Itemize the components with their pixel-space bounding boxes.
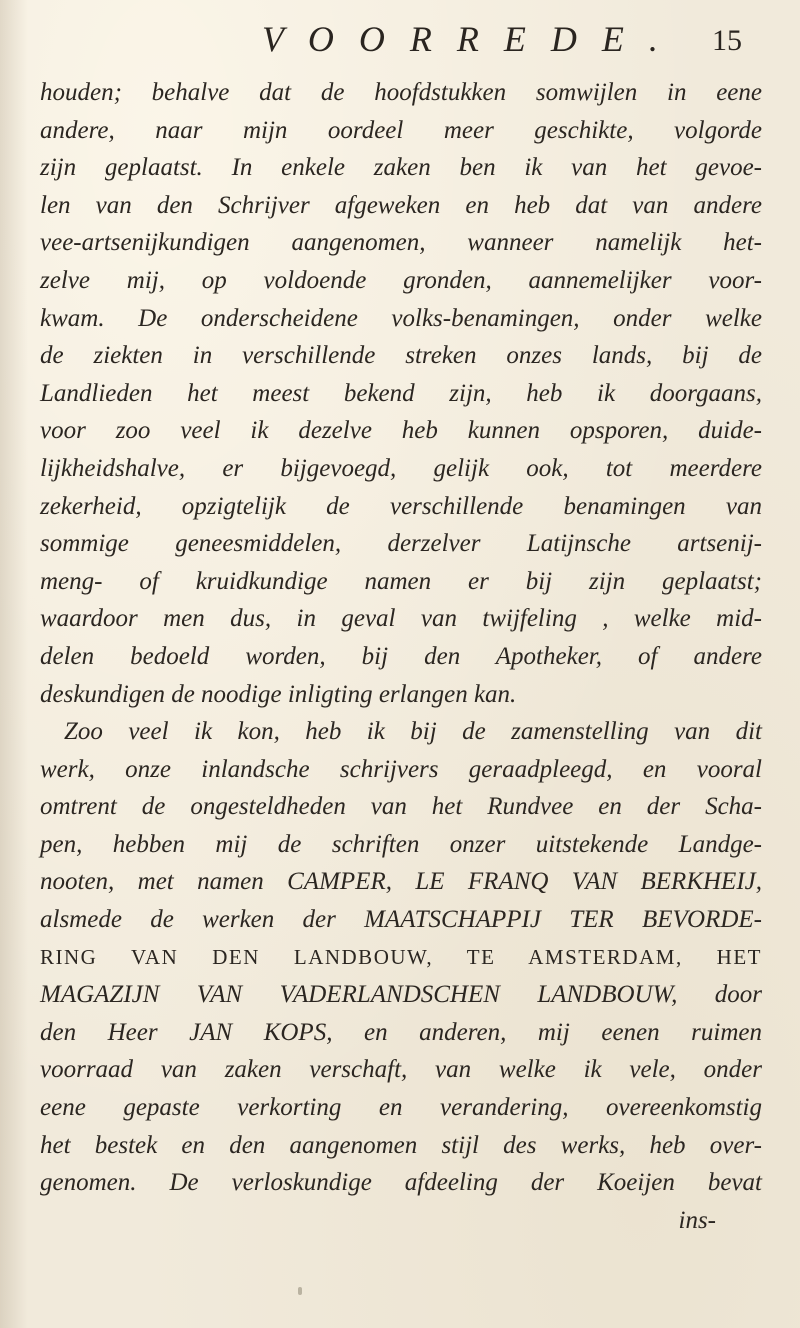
text-line: zijn geplaatst. In enkele zaken ben ik van het gevoe- bbox=[40, 154, 762, 182]
text-line: waardoor men dus, in geval van twijfeling , welke mid- bbox=[40, 605, 762, 633]
text-line: nooten, met namen CAMPER, LE FRANQ VAN BERKHEIJ, bbox=[40, 868, 762, 896]
text-line: sommige geneesmiddelen, derzelver Latijnsche artsenij- bbox=[40, 530, 762, 558]
text-line: zekerheid, opzigtelijk de verschillende benamingen van bbox=[40, 492, 762, 520]
text-line: vee-artsenijkundigen aangenomen, wanneer namelijk het- bbox=[40, 229, 762, 257]
text-line: MAGAZIJN VAN VADERLANDSCHEN LANDBOUW, door bbox=[40, 981, 762, 1009]
page-number: 15 bbox=[712, 24, 742, 57]
text-line: omtrent de ongesteldheden van het Rundvee en der Scha- bbox=[40, 793, 762, 821]
body-text bbox=[40, 74, 762, 1239]
text-line-paragraph-start: Zoo veel ik kon, heb ik bij de zamenstelling van dit bbox=[64, 718, 762, 746]
text-line: Landlieden het meest bekend zijn, heb ik doorgaans, bbox=[40, 379, 762, 407]
text-line-small-caps: RING VAN DEN LANDBOUW, TE AMSTERDAM, HET bbox=[40, 944, 762, 969]
text-line: voorraad van zaken verschaft, van welke ik vele, onder bbox=[40, 1056, 762, 1084]
text-line: kwam. De onderscheidene volks-benamingen, onder welke bbox=[40, 304, 762, 332]
text-line: len van den Schrijver afgeweken en heb dat van andere bbox=[40, 191, 762, 219]
text-line-paragraph-end: deskundigen de noodige inligting erlangen kan. bbox=[40, 680, 517, 708]
page-header bbox=[0, 18, 800, 68]
binding-gutter-shadow bbox=[0, 0, 28, 1328]
text-line: het bestek en den aangenomen stijl des werks, heb over- bbox=[40, 1131, 762, 1159]
text-line: alsmede de werken der MAATSCHAPPIJ TER BEVORDE- bbox=[40, 906, 762, 934]
paper-speck bbox=[298, 1287, 302, 1295]
text-line: lijkheidshalve, er bijgevoegd, gelijk ook, tot meerdere bbox=[40, 454, 762, 482]
text-line: pen, hebben mij de schriften onzer uitstekende Landge- bbox=[40, 830, 762, 858]
running-head: VOORREDE. bbox=[262, 19, 683, 59]
text-line: meng- of kruidkundige namen er bij zijn geplaatst; bbox=[40, 567, 762, 595]
catchword: ins- bbox=[678, 1206, 716, 1234]
text-line: eene gepaste verkorting en verandering, overeenkomstig bbox=[40, 1094, 762, 1122]
text-line: houden; behalve dat de hoofdstukken somwijlen in eene bbox=[40, 79, 762, 106]
text-line: andere, naar mijn oordeel meer geschikte, volgorde bbox=[40, 116, 762, 144]
text-line: werk, onze inlandsche schrijvers geraadpleegd, en vooral bbox=[40, 755, 762, 783]
text-line: genomen. De verloskundige afdeeling der Koeijen bevat bbox=[40, 1169, 762, 1197]
text-line: den Heer JAN KOPS, en anderen, mij eenen ruimen bbox=[40, 1018, 762, 1046]
text-line: de ziekten in verschillende streken onzes lands, bij de bbox=[40, 342, 762, 370]
text-line: zelve mij, op voldoende gronden, aannemelijker voor- bbox=[40, 266, 762, 294]
text-line: delen bedoeld worden, bij den Apotheker, of andere bbox=[40, 642, 762, 670]
text-line: voor zoo veel ik dezelve heb kunnen opsporen, duide- bbox=[40, 417, 762, 445]
